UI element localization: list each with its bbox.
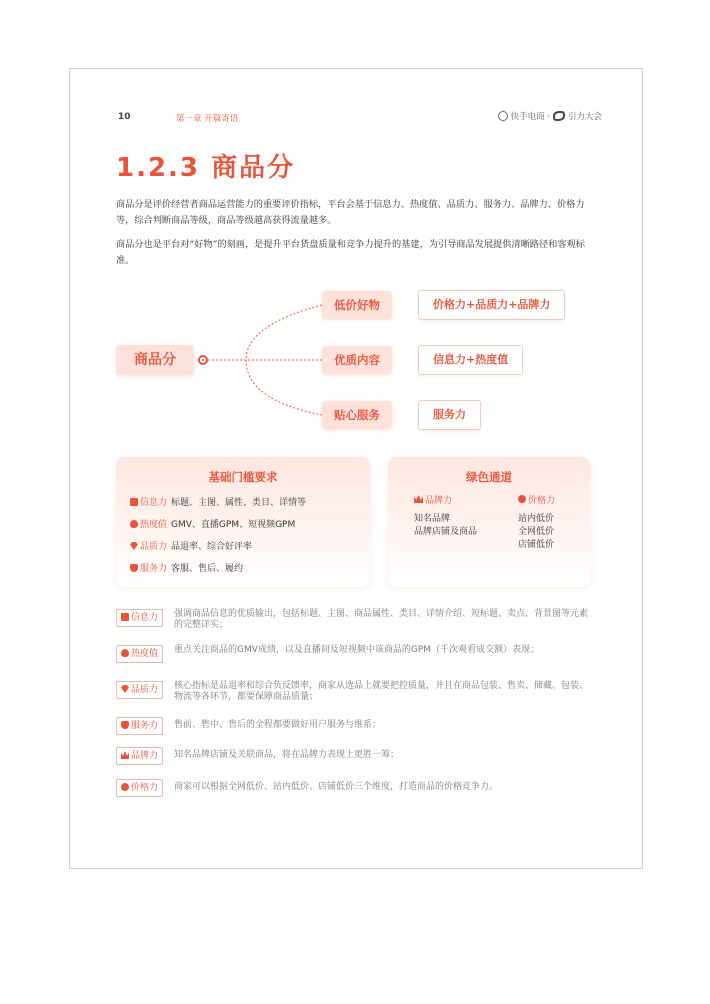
paragraph-1: 商品分是评价经营者商品运营能力的重要评价指标，平台会基于信息力、热度值、品质力、服务力、品牌力、价格力等，综合判断商品等级，商品等级越高获得流量越多。	[116, 199, 585, 226]
page-number: 10	[118, 112, 131, 122]
document-page: 10 第一章 开篇寄语 快手电商 · 引力大会 1.2.3 商品分 商品分是评价经营者商品运营能力的重要评价指标，平台会基于信息力、热度值、品质力、服务力、品牌力、价格力等，综合判断商品等级，商品等级越高获得流量越多。 商品分也是平台对“好物”的刻画，是提升平台货盘质量和竞争力提升的基建，为引导商品发展提供清晰路径和客观标准。 商品分 低价好物 优质内容 贴心服务 价格力+品质力+品牌力 信息力+热度值 服务力 基础门槛要求 信息力 标题、主图、属性、类目、详情等 热度值 GMV、直播GPM、短视频GPM 品质力 品退率、综合好评率 服务力 客服、售后、履约 绿色通道 品牌力 知名品牌 品牌店铺及商品 价格力 站内低价 全网低价 店铺低价 信息力 强调商品信息的优质输出，包括标题、主图、商品属性、类目、详情介绍、短标题、卖点、背景图等元素的完整详实； 热度值 重点关注商品的GMV成绩，以及直播间及短视频中该商品的GPM（千次观看成交额）表现； 品质力 核心指标是品退率和综合负反馈率，商家从选品上就要把控质量，并且在商品包装、售卖、储藏、包装、物流等各环节，都要保障商品质量； 服务力 售前、售中、售后的全程都要做好用户服务与维系； 品牌力 知名品牌店铺及关联商品，将在品牌力表现上更胜一筹； 价格力 商家可以根据全网低价、站内低价、店铺低价三个维度，打造商品的价格竞争力。	[69, 68, 643, 869]
gravity-icon	[553, 111, 565, 121]
shield-icon	[121, 721, 129, 729]
shield-icon	[130, 564, 138, 572]
chapter-title: 第一章 开篇寄语	[176, 114, 239, 124]
basic-row: 信息力 标题、主图、属性、类目、详情等	[130, 495, 306, 508]
gem-icon	[130, 542, 138, 550]
brand-name: 快手电商 ·	[510, 112, 550, 122]
gem-icon	[121, 685, 129, 693]
page-header	[118, 109, 602, 129]
crown-icon	[414, 495, 423, 503]
doc-icon	[130, 498, 138, 506]
result-quality-content: 信息力+热度值	[418, 345, 523, 375]
category-service: 贴心服务	[322, 401, 392, 429]
result-service: 服务力	[418, 400, 481, 430]
root-node: 商品分	[116, 345, 194, 375]
brand-event: 引力大会	[567, 112, 602, 122]
basic-row: 品质力 品退率、综合好评率	[130, 539, 252, 552]
root-dot	[198, 355, 208, 365]
category-quality-content: 优质内容	[322, 346, 392, 374]
green-card-title: 绿色通道	[466, 470, 512, 484]
section-title: 1.2.3 商品分	[116, 153, 296, 183]
fire-icon	[130, 520, 138, 528]
brand-logo	[498, 110, 602, 122]
score-diagram	[116, 285, 596, 445]
kuaishou-icon	[498, 111, 508, 121]
category-low-price: 低价好物	[322, 291, 392, 319]
basic-row: 服务力 客服、售后、履约	[130, 561, 243, 574]
green-channel-card	[388, 457, 590, 587]
coin-icon	[518, 495, 526, 503]
doc-icon	[121, 613, 129, 621]
crown-icon	[121, 751, 129, 759]
coin-icon	[121, 783, 129, 791]
brand-column: 品牌力 知名品牌 品牌店铺及商品	[414, 496, 478, 537]
fire-icon	[121, 649, 129, 657]
basic-requirements-card	[116, 457, 370, 587]
basic-row: 热度值 GMV、直播GPM、短视频GPM	[130, 517, 295, 530]
basic-card-title: 基础门槛要求	[208, 470, 278, 484]
price-column: 价格力 站内低价 全网低价 店铺低价	[518, 496, 556, 550]
result-low-price: 价格力+品质力+品牌力	[418, 290, 565, 320]
paragraph-2: 商品分也是平台对“好物”的刻画，是提升平台货盘质量和竞争力提升的基建，为引导商品发展提供清晰路径和客观标准。	[116, 239, 585, 266]
